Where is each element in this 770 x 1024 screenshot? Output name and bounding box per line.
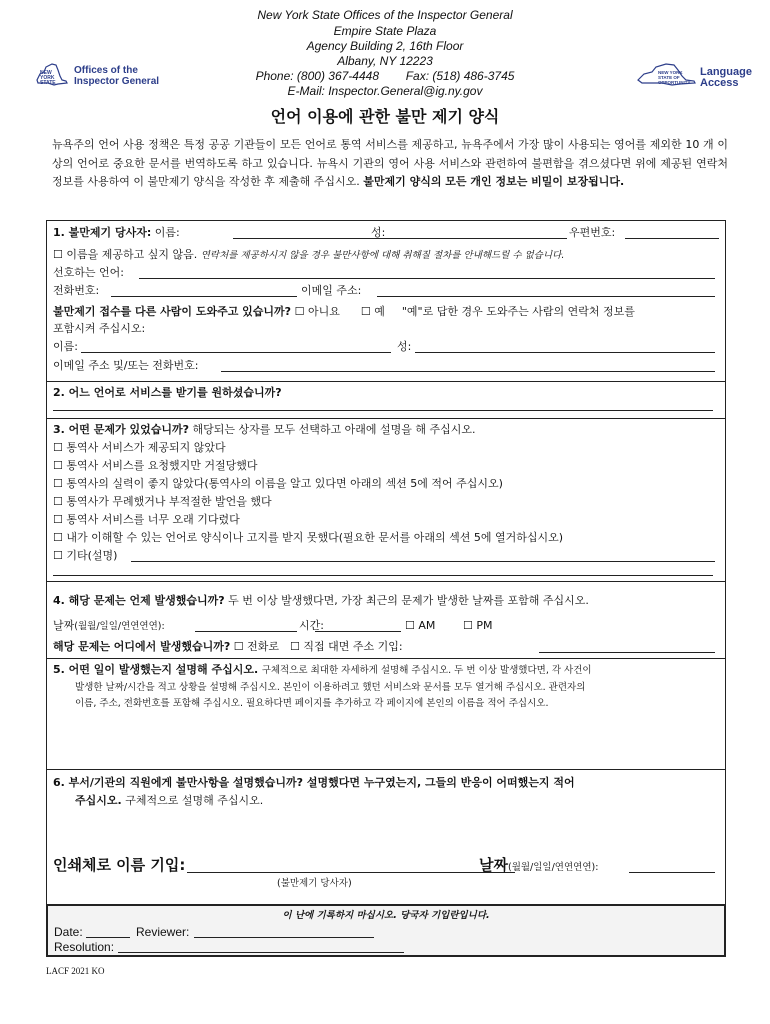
section-5-instruction-2: 발생한 날짜/시간을 적고 상황을 설명해 주십시오. 본인이 이용하려고 했던 서비스와 문서를 모두 열거해 주십시오. 관련자의 <box>75 682 586 693</box>
signature-date-format: (월월/일일/연연연연): <box>507 862 599 873</box>
intro-paragraph <box>52 136 728 192</box>
problem-option-no-interpreter[interactable]: ☐ 통역사 서비스가 제공되지 않았다 <box>53 441 226 454</box>
language-label: 선호하는 언어: <box>53 266 124 279</box>
section-2 <box>46 381 726 419</box>
section-4-heading: 4. 해당 문제는 언제 발생했습니까? <box>53 594 225 607</box>
by-phone-checkbox[interactable]: ☐ 전화로 <box>233 640 280 653</box>
logo-left-line2: Inspector General <box>74 76 160 87</box>
form-code: LACF 2021 KO <box>46 966 105 976</box>
name-label: 이름: <box>154 226 180 239</box>
in-person-checkbox[interactable]: ☐ 직접 대면 주소 기입: <box>290 640 403 653</box>
problem-option-refused[interactable]: ☐ 통역사 서비스를 요청했지만 거절당했다 <box>53 459 258 472</box>
other-explanation-field[interactable] <box>131 561 715 562</box>
office-reviewer-field[interactable] <box>194 937 374 938</box>
signature-date-text: 날짜 <box>479 856 508 874</box>
print-name-text: 인쇄체로 이름 기입: <box>53 856 186 874</box>
section-6-heading-2: 주십시오. <box>75 794 122 807</box>
zip-field[interactable] <box>625 238 719 239</box>
section-3 <box>46 418 726 582</box>
language-field[interactable] <box>139 278 715 279</box>
incident-time-field[interactable] <box>315 631 401 632</box>
help-yes-label: 예 <box>374 305 385 318</box>
section-5-instruction-3: 이름, 주소, 전화번호를 포함해 주십시오. 필요하다면 페이지를 추가하고 각 페이지에 본인의 이름을 적어 주십시오. <box>75 698 549 709</box>
section-4-instruction: 두 번 이상 발생했다면, 가장 최근의 문제가 발생한 날짜를 포함해 주십시오. <box>228 594 589 607</box>
incident-date-field[interactable] <box>195 631 297 632</box>
section-3-instruction: 해당되는 상자를 모두 선택하고 아래에 설명을 해 주십시오. <box>192 423 476 436</box>
header-fax: Fax: (518) 486-3745 <box>405 69 515 83</box>
staff-response-area[interactable] <box>53 812 717 848</box>
oig-logo <box>34 62 164 90</box>
helper-contact-field[interactable] <box>221 371 715 372</box>
other-explanation-field-2[interactable] <box>53 575 713 576</box>
anonymous-note: 연락처를 제공하시지 않을 경우 불만사항에 대해 취해질 절차를 안내해드릴 수 없습니다. <box>200 250 565 261</box>
pm-checkbox[interactable]: ☐ PM <box>463 619 493 632</box>
section-5 <box>46 658 726 770</box>
helper-contact-label: 이메일 주소 및/또는 전화번호: <box>53 359 199 372</box>
office-date-field[interactable] <box>86 937 130 938</box>
section-1-heading: 1. 불만제기 당사자: <box>53 226 152 239</box>
logo-left-state: NEW YORK STATE <box>40 70 56 86</box>
help-yes-checkbox[interactable]: ☐ <box>360 305 371 318</box>
help-yes-note: "예"로 답한 경우 도와주는 사람의 연락처 정보를 <box>401 305 635 318</box>
time-label: 시간: <box>299 619 324 632</box>
zip-label: 우편번호: <box>569 226 616 239</box>
where-question: 해당 문제는 어디에서 발생했습니까? <box>53 640 231 653</box>
helper-surname-label: 성: <box>397 340 412 353</box>
help-question: 불만제기 접수를 다른 사람이 도와주고 있습니까? <box>53 305 292 318</box>
section-4 <box>46 581 726 659</box>
office-date-label: Date: <box>54 925 83 939</box>
phone-field[interactable] <box>111 296 297 297</box>
office-resolution-field[interactable] <box>118 952 404 953</box>
section-6 <box>46 769 726 905</box>
problem-option-no-translation[interactable]: ☐ 내가 이해할 수 있는 언어로 양식이나 고지를 받지 못했다(필요한 문서를 아래의 섹션 5에 열거하십시오) <box>53 531 564 544</box>
problem-option-poor-quality[interactable]: ☐ 통역사의 실력이 좋지 않았다(통역사의 이름을 알고 있다면 아래의 섹션 5에 적어 주십시오) <box>53 477 503 490</box>
print-name-sub: (불만제기 당사자) <box>277 878 352 889</box>
intro-confidential: 불만제기 양식의 모든 개인 정보는 비밀이 보장됩니다. <box>363 175 625 188</box>
problem-option-long-wait[interactable]: ☐ 통역사 서비스를 너무 오래 기다렸다 <box>53 513 240 526</box>
help-no-label: 아니요 <box>307 305 340 318</box>
email-label: 이메일 주소: <box>301 284 362 297</box>
phone-label: 전화번호: <box>53 284 100 297</box>
office-use-box <box>46 904 726 957</box>
header-address-2: Agency Building 2, 16th Floor <box>306 39 464 53</box>
signature-date-label <box>479 856 598 877</box>
page-title: 언어 이용에 관한 불만 제기 양식 <box>270 107 500 126</box>
section-1 <box>46 220 726 382</box>
problem-option-other[interactable]: ☐ 기타(설명) <box>53 549 118 562</box>
anonymous-checkbox[interactable]: ☐ <box>53 248 63 261</box>
office-reviewer-label: Reviewer: <box>136 925 190 939</box>
logo-right-state: NEW YORK STATE OF OPPORTUNITY <box>658 70 691 85</box>
section-5-heading: 5. 어떤 일이 발생했는지 설명해 주십시오. <box>53 663 259 676</box>
section-2-heading: 2. 어느 언어로 서비스를 받기를 원하셨습니까? <box>53 386 282 399</box>
header-address-1: Empire State Plaza <box>333 24 437 38</box>
anonymous-label: 이름을 제공하고 싶지 않음. <box>66 248 198 261</box>
last-name-field[interactable] <box>391 238 567 239</box>
section-6-heading: 6. 부서/기관의 직원에게 불만사항을 설명했습니까? 설명했다면 누구였는지, 그들의 반응이 어떠했는지 적어 <box>53 776 575 789</box>
preferred-language-field[interactable] <box>53 410 713 411</box>
office-resolution-label: Resolution: <box>54 940 115 954</box>
incident-description-area[interactable] <box>53 711 717 767</box>
section-3-heading: 3. 어떤 문제가 있었습니까? <box>53 423 189 436</box>
language-access-logo <box>636 62 754 90</box>
header-phone: Phone: (800) 367-4448 <box>255 69 379 83</box>
logo-left-line1: Offices of the <box>74 65 138 76</box>
office-use-notice: 이 난에 기록하지 마십시오. 당국자 기입란입니다. <box>282 910 490 921</box>
intro-text: 뉴욕주의 언어 사용 정책은 특정 공공 기관들이 모든 언어로 통역 서비스를 제공하고, 뉴욕주에서 가장 많이 사용되는 영어를 제외한 10 개 이상의 언어로 중요한 문서를 번역하도록 하고 있습니다. 뉴욕시 기관의 영어 사용 서비스와 관련하여 불편함을 겪으셨다면 위에 제공된 연락처 정보를 사용하여 이 불만제기 양식을 작성한 후 제출해 주십시오. <box>52 138 728 188</box>
problem-option-rude[interactable]: ☐ 통역사가 무례했거나 부적절한 발언을 했다 <box>53 495 272 508</box>
date-label: 날짜 <box>53 619 75 632</box>
print-name-field[interactable] <box>187 872 515 873</box>
helper-name-field[interactable] <box>81 352 391 353</box>
header-org: New York State Offices of the Inspector General <box>257 8 513 22</box>
print-name-label <box>53 856 185 874</box>
section-5-instruction-1: 구체적으로 최대한 자세하게 설명해 주십시오. 두 번 이상 발생했다면, 각 사건이 <box>261 665 592 676</box>
section-6-instruction: 구체적으로 설명해 주십시오. <box>125 794 264 807</box>
signature-date-field[interactable] <box>629 872 715 873</box>
am-checkbox[interactable]: ☐ AM <box>405 619 436 632</box>
help-no-checkbox[interactable]: ☐ <box>294 305 305 318</box>
header-email: E-Mail: Inspector.General@ig.ny.gov <box>287 84 483 98</box>
helper-name-label: 이름: <box>53 340 78 353</box>
surname-label: 성: <box>371 226 386 239</box>
helper-surname-field[interactable] <box>415 352 715 353</box>
logo-right-line1: Language <box>700 66 752 78</box>
help-yes-note-2: 포함시켜 주십시오: <box>53 322 146 335</box>
logo-right-line2: Access <box>700 77 739 89</box>
email-field[interactable] <box>377 296 715 297</box>
in-person-address-field[interactable] <box>539 652 715 653</box>
header-address-3: Albany, NY 12223 <box>337 54 433 68</box>
date-format: (월월/일일/연연연연): <box>74 621 165 632</box>
